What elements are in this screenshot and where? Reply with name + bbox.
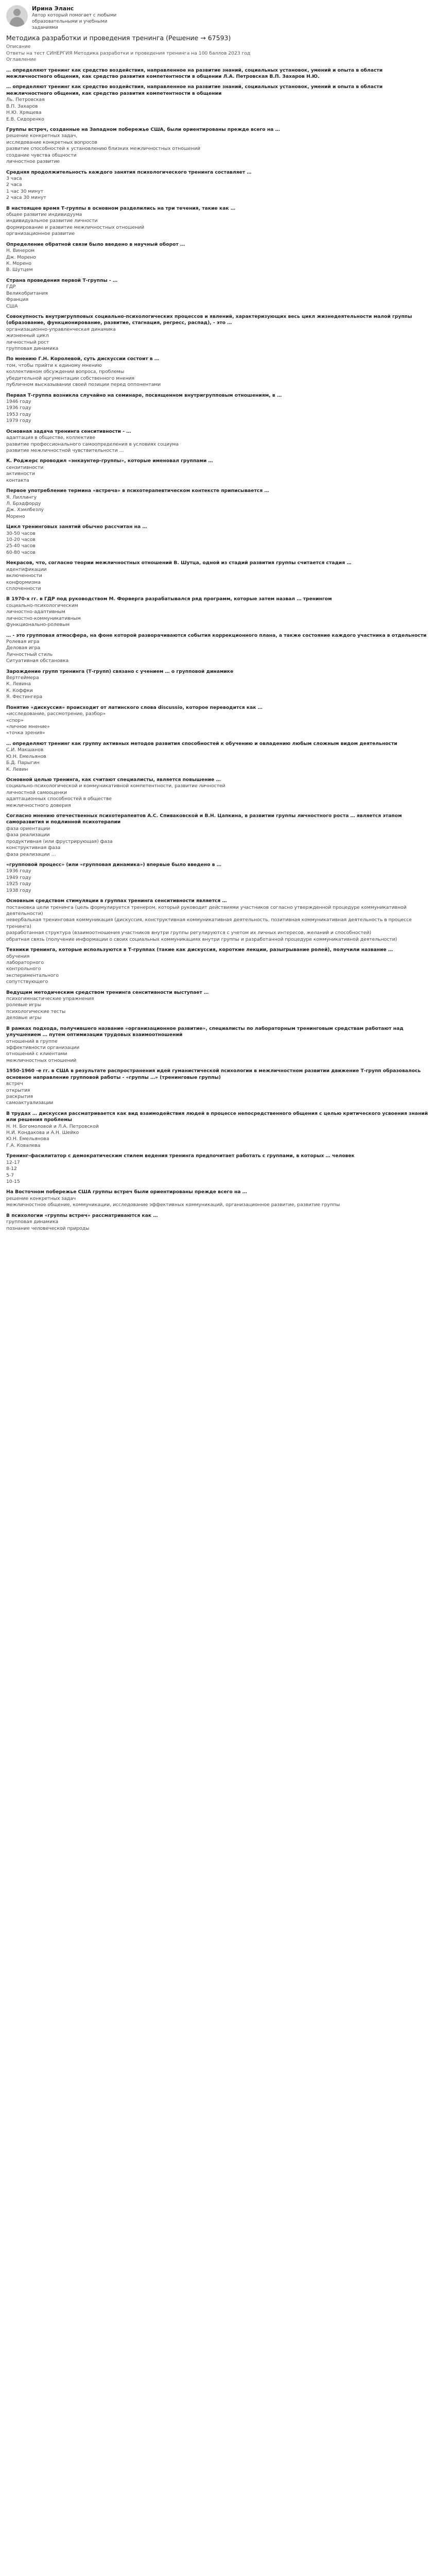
answer-option: С.И. Макшанов [6,747,44,753]
answer-option: публичном высказывании своей позиции перед оппонентами [6,382,161,388]
avatar [6,5,28,27]
question-text: Первая Т-группа возникла случайно на семинаре, посвященном внутригрупповым отношениям, в … [6,392,282,398]
answer-option: межличностного доверия [6,802,71,808]
question-text: Цикл тренинговых занятий обычно рассчитан на … [6,524,147,530]
answer-option: В. Шутцем [6,267,33,273]
answer-option: 1953 году [6,411,31,417]
answer-option: развитие межличностной чувствительности … [6,447,124,453]
answer-option: решение конкретных задач, [6,133,78,139]
answer-option: Ситуативная обстановка [6,658,69,664]
answer-option: жизненный цикл [6,333,49,339]
answer-option: Е.В. Сидоренко [6,116,44,122]
answer-option: контакта [6,477,29,483]
question-text: На Восточном побережье США группы встреч были ориентированы прежде всего на … [6,1189,247,1195]
question-text: В 1970-х гг. в ГДР под руководством М. Форверга разрабатывался ряд программ, которые затем назвал … тренингом [6,596,332,602]
answer-option: личностной самооценки [6,789,67,795]
author-description: Автор который помогает с любыми образовательными и учебными заданиями [32,12,117,30]
answer-option: ГДР [6,284,16,290]
answer-option: социально-психологической и коммуникативной компетентности, развитие личностей [6,783,225,789]
answer-option: Дж. Морено [6,254,36,260]
answer-option: К. Левин [6,766,28,772]
answer-option: сплоченности [6,585,41,591]
answer-option: Я. Лиллингу [6,494,37,500]
answer-option: «точка зрения» [6,730,45,736]
answer-option: сензитивности [6,464,44,470]
answer-option: сопутствующего [6,979,48,985]
answer-option: постановка цели тренинга (цель формулируется тренером, который руководит действиями участников согласно утвержденной процедуре коммуникативной деятельности) [6,904,407,917]
answer-option: развитие профессионального самоопределения в условиях социума [6,441,179,447]
answer-option: Морено [6,513,25,519]
answer-option: решение конкретных задач [6,1195,76,1201]
question-text: … - это групповая атмосфера, на фоне которой разворачиваются события коррекционного плана, а также состояние каждого участника в отдельности [6,632,427,638]
answer-option: конформизма [6,579,41,585]
document-page [0,0,436,1237]
answer-option: обратная связь (получение информации о своих социальных коммуникациях внутри группы и разработанной процедуре коммуникативной деятельности) [6,936,397,942]
answer-option: контрольного [6,966,41,972]
answer-option: личностно-адаптивным [6,609,65,615]
question-text: В рамках подхода, получившего название «организационное развитие», специалисты по лабораторным тренинговым средствам работают над улучшением … путем оптимизации трудовых взаимоотношений [6,1025,404,1038]
answer-option: Г.А. Ковалева [6,1142,41,1148]
answer-option: групповая динамика [6,1219,59,1225]
answer-option: 5-7 [6,1172,14,1178]
answer-option: групповая динамика [6,346,59,352]
answer-option: Великобритания [6,290,48,296]
answer-option: включенности [6,573,42,579]
answer-option: Вертгеймера [6,675,39,681]
answer-option: продуктивная (или фрустрирующая) фаза [6,838,113,844]
answer-option: невербальная тренинговая коммуникация (дискуссия, конструктивная коммуникативная деятельность, позитивная коммуникативная деятельность в процессе тренинга) [6,917,412,929]
answer-option: создание чувства общности [6,152,77,158]
answer-option: Ю.Н. Емельянова [6,1136,49,1142]
answer-option: США [6,303,18,309]
answer-option: функционально-ролевым [6,622,70,628]
answer-option: общее развитие индивидуума [6,212,82,218]
question-text: Определение обратной связи было введено в научный оборот … [6,241,185,247]
answer-option: личностный рост [6,339,49,345]
answer-option: познание человеческой природы [6,1225,90,1231]
answer-option: 10-20 часов [6,537,36,543]
question-text: В настоящее время Т-группы в основном разделились на три течения, такие как … [6,205,236,211]
answer-option: социально-психологическим [6,602,78,608]
answer-option: 60-80 часов [6,549,36,555]
answer-option: 2 часа [6,182,22,188]
answer-option: активности [6,471,35,477]
answer-option: обучения [6,953,30,959]
answer-option: открытия [6,1087,30,1093]
question-text: Основным средством стимуляции в группах тренинга сенситивности является … [6,898,227,904]
answer-option: Л. Брэдфорду [6,500,41,506]
answer-option: 25-40 часов [6,543,36,549]
answer-option: раскрытия [6,1093,33,1099]
question-text: … определяют тренинг как средство воздействия, направленное на развитие знаний, социальных установок, умений и опыта в области межличностного общения, как средство развития компетентности в общении [6,84,383,96]
author-name[interactable]: Ирина Эланс [32,5,74,12]
answer-option: «личное мнение» [6,724,50,730]
answer-option: коллективном обсуждении вопроса, проблемы [6,369,125,375]
answer-option: 1946 году [6,399,31,405]
question-text: Основная задача тренинга сенситивности - … [6,428,131,434]
question-text: В психологии «группы встреч» рассматриваются как … [6,1212,158,1218]
answer-option: межличностных отношений [6,1057,77,1063]
answer-option: разработанная структура (взаимоотношения участников внутри группы регулируются с учетом их личных интересов, желаний и способностей) [6,930,372,936]
answer-option: 10-15 [6,1179,20,1184]
answer-option: формирование и развитие межличностных отношений [6,224,145,230]
question-text: Группы встреч, созданные на Западном побережье США, были ориентированы прежде всего на … [6,126,280,132]
answer-option: деловые игры [6,1015,42,1021]
question-text: 1950-1960 -е гг. в США в результате распространения идей гуманистической психологии в межличностном развитии движение Т-групп образовалось основное направление групповой работы - «группы …» (тренинговые группы) [6,1068,421,1080]
meta-text: Оглавление [6,57,37,63]
answer-option: 1979 году [6,418,31,424]
question-text: Страна проведения первой Т-группы - … [6,277,118,283]
answer-option: Ю.Н. Емельянов [6,753,46,759]
answer-option: 1949 году [6,874,31,880]
answer-option: 1938 году [6,887,31,893]
answer-option: исследование конкретных вопросов [6,139,97,145]
answer-option: фаза реализации … [6,851,56,857]
answer-option: 3 часа [6,175,22,181]
answer-option: Б.Д. Парыгин [6,760,40,766]
document-title: Методика разработки и проведения тренинга (Решение → 67593) [6,34,231,42]
answer-option: убедительной аргументации собственного мнения [6,375,135,381]
meta-text: Описание [6,44,31,50]
question-text: К. Роджерс проводил «энкаунтер-группы», которые именовал группами … [6,458,213,464]
answer-option: Франция [6,297,29,303]
question-text: Некрасов, что, согласно теории межличностных отношений В. Шутца, одной из стадий развития группы считается стадия … [6,560,352,566]
answer-option: 1 час 30 минут [6,188,44,194]
answer-option: Ролевая игра [6,638,40,645]
answer-option: организационно-управленческая динамика [6,326,116,332]
document-content [6,44,430,1232]
answer-option: 1936 году [6,868,31,874]
answer-option: эффективности организации [6,1044,80,1050]
answer-option: 12-17 [6,1159,20,1165]
question-text: Средняя продолжительность каждого занятия психологического тренинга составляет … [6,169,252,175]
question-text: По мнению Г.Н. Королевой, суть дискуссии состоит в … [6,356,160,362]
answer-option: отношений в группе [6,1038,58,1044]
answer-option: 1925 году [6,881,31,887]
answer-option: встреч [6,1081,23,1087]
question-text: Первое употребление термина «встреча» в психотерапевтическом контексте приписывается … [6,488,269,494]
answer-option: Дж. Хэмлбезлу [6,507,44,513]
answer-option: Н. Н. Богомоловой и Л.А. Петровской [6,1123,99,1129]
answer-option: 30-50 часов [6,530,36,536]
question-text: Тренинг-фасилитатор с демократическим стилем ведения тренинга предпочитает работать с группами, в которых … человек [6,1153,355,1159]
answer-option: фаза ориентации [6,825,50,832]
answer-option: Личностный стиль [6,651,53,657]
answer-option: 1936 году [6,405,31,411]
answer-option: психогимнастические упражнения [6,996,94,1002]
answer-option: Деловая игра [6,645,41,651]
answer-option: межличностное общение, коммуникации, исследование эффективных коммуникаций, организационное развитие, развитие группы [6,1202,340,1208]
answer-option: организационное развитие [6,231,75,237]
answer-option: 2 часа 30 минут [6,195,46,201]
question-text: Совокупность внутригрупповых социально-психологических процессов и явлений, характеризующих весь цикл жизнедеятельности малой группы (образование, функционирование, развитие, стагнация, регресс, распад), - это … [6,313,412,326]
answer-option: психологические тесты [6,1008,66,1014]
answer-option: самоактуализации [6,1100,54,1106]
answer-option: Я. Фестингера [6,694,43,700]
question-text: Согласно мнению отечественных психотерапевтов А.С. Спиваковской и В.Н. Цапкина, в развитии группы личностного роста … является этапом саморазвития и подлинной психотерапии [6,813,402,825]
meta-text: Ответы на тест СИНЕРГИЯ Методика разработки и проведения тренинга на 100 баллов 2023 год [6,50,251,56]
answer-option: «спор» [6,717,24,723]
answer-option: идентификации [6,566,47,572]
answer-option: К. Левина [6,681,31,687]
answer-option: экспериментального [6,972,59,978]
author-box [6,5,430,31]
answer-option: адаптация в обществе, коллективе [6,435,96,441]
answer-option: Ль. Петровская [6,97,45,103]
answer-option: личностное развитие [6,159,60,165]
answer-option: ролевые игры [6,1002,42,1008]
answer-option: конструктивная фаза [6,845,61,851]
answer-option: том, чтобы прийти к единому мнению [6,362,102,368]
answer-option: Н. Винером [6,248,35,254]
answer-option: Н.Ю. Хрящева [6,110,42,116]
answer-option: индивидуальное развитие личности [6,218,98,224]
answer-option: развитие способностей к установлению близких межличностных отношений [6,146,201,152]
question-text: Зарождение групп тренинга (Т-групп) связано с учением … о групповой динамике [6,668,234,674]
question-text: В трудах … дискуссия рассматривается как вид взаимодействия людей в процессе непосредственного общения с целью критического усвоения знаний или решения проблемы [6,1110,428,1123]
answer-option: лабораторного [6,959,44,965]
question-text: … определяют тренинг как группу активных методов развития способностей к обучению и овладению любым сложным видом деятельности [6,740,397,747]
author-info [32,5,125,31]
question-text: «групповой процесс» (или «групповая динамика») впервые было введено в … [6,862,221,868]
answer-option: К. Морено [6,261,32,266]
answer-option: 8-12 [6,1166,17,1172]
answer-option: фаза реализации [6,832,50,838]
answer-option: адаптационных способностей в обществе [6,796,112,802]
question-text: Основной целью тренинга, как считают специалисты, является повышение … [6,776,221,783]
answer-option: личностно-коммуникативным [6,615,81,621]
answer-option: Н.И. Кондакова и А.Н. Шейко [6,1130,79,1136]
question-text: … определяют тренинг как средство воздействия, направленное на развитие знаний, социальных установок, умений и опыта в области межличностного общения, как средство развития компетентности в общении Л.А. Петровская В.П. Захаров Н.Ю. [6,67,383,80]
answer-option: В.П. Захаров [6,103,38,109]
answer-option: К. Коффки [6,687,33,693]
question-text: Понятие «дискуссия» происходит от латинского слова discussio, которое переводится как … [6,704,263,710]
question-text: Ведущим методическим средством тренинга сенситивности выступает … [6,989,209,995]
answer-option: «исследование, рассмотрение, разбор» [6,711,106,717]
answer-option: отношений с клиентами [6,1051,67,1057]
question-text: Техники тренинга, которые используются в Т-группах (такие как дискуссия, короткие лекции, разыгрывание ролей), получили название … [6,947,393,953]
